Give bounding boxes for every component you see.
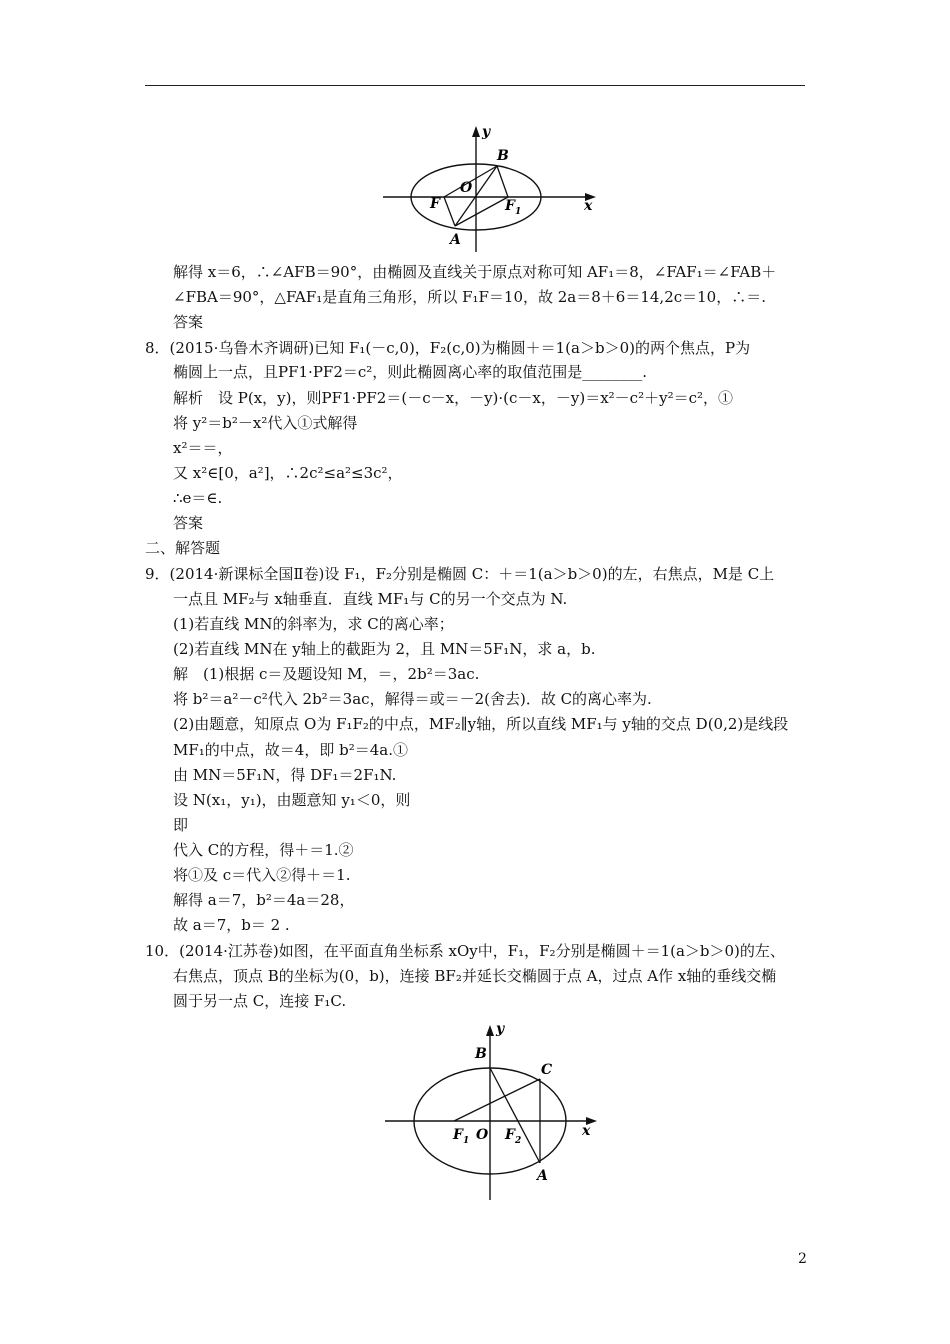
text-line: 由 MN＝5F₁N，得 DF₁＝2F₁N. [173,766,397,784]
text-line: (2)若直线 MN在 y轴上的截距为 2，且 MN＝5F₁N，求 a，b. [173,640,596,658]
fig1-label-F1: F [505,198,515,214]
text-line: (2)由题意，知原点 O为 F₁F₂的中点，MF₂∥y轴，所以直线 MF₁与 y轴的交点 D(0,2)是线段 [173,715,789,733]
fig1-label-x: x [584,198,593,214]
fig1-label-B: B [497,148,509,164]
fig1-label-O: O [460,180,473,196]
fig2-line-F1C [454,1079,540,1121]
text-line: 又 x²∈[0，a²]，∴2c²≤a²≤3c²， [173,464,403,482]
text-line: 右焦点，顶点 B的坐标为(0，b)，连接 BF₂并延长交椭圆于点 A，过点 A作 x轴的垂线交椭 [173,967,777,985]
fig2-label-F1-sub: 1 [463,1136,470,1146]
page-number: 2 [798,1251,807,1267]
text-line: x²＝＝， [173,439,233,457]
fig2-label-F1: F [453,1127,463,1143]
text-line: 将 y²＝b²－x²代入①式解得 [173,414,358,432]
text-line: 代入 C的方程，得＋＝1.② [173,841,354,859]
text-line: 即 [173,816,189,834]
fig2-label-B: B [475,1046,487,1062]
fig2-y-arrow [486,1025,494,1036]
fig2-label-y: y [496,1021,505,1037]
text-line: 答案 [173,514,204,532]
text-line: MF₁的中点，故＝4，即 b²＝4a.① [173,741,408,759]
text-line: 解得 x＝6，∴∠AFB＝90°，由椭圆及直线关于原点对称可知 AF₁＝8，∠FAF₁＝∠FAB＋ [173,263,777,281]
fig2-label-x: x [582,1123,591,1139]
text-line: 解析 设 P(x，y)，则PF1·PF2＝(－c－x，－y)·(c－x，－y)＝x²－c²＋y²＝c²，① [173,389,733,407]
text-line: 解 (1)根据 c＝及题设知 M，＝，2b²＝3ac. [173,665,480,683]
text-line: ∴e＝∈. [173,489,223,507]
fig1-label-y: y [482,124,491,140]
text-line: 设 N(x₁，y₁)，由题意知 y₁＜0，则 [173,791,411,809]
fig1-label-F1-sub: 1 [515,207,522,217]
text-line: 答案 [173,313,204,331]
text-line: 9．(2014·新课标全国Ⅱ卷)设 F₁，F₂分别是椭圆 C：＋＝1(a＞b＞0)的左，右焦点，M是 C上 [145,565,775,583]
fig2-label-A: A [537,1168,548,1184]
text-line: 椭圆上一点，且PF1·PF2＝c²，则此椭圆离心率的取值范围是________. [173,363,648,381]
fig2-label-C: C [541,1062,553,1078]
text-line: 8．(2015·乌鲁木齐调研)已知 F₁(－c,0)，F₂(c,0)为椭圆＋＝1(a＞b＞0)的两个焦点，P为 [145,339,751,357]
section-heading: 二、解答题 [145,539,221,557]
text-line: 将 b²＝a²－c²代入 2b²＝3ac，解得＝或＝－2(舍去)．故 C的离心率为. [173,690,652,708]
text-line: ∠FBA＝90°，△FAF₁是直角三角形，所以 F₁F＝10，故 2a＝8＋6＝14,2c＝10，∴＝. [173,288,766,306]
text-line: 圆于另一点 C，连接 F₁C. [173,992,347,1010]
text-line: 一点且 MF₂与 x轴垂直．直线 MF₁与 C的另一个交点为 N. [173,590,568,608]
fig1-label-A: A [450,232,461,248]
text-line: 故 a＝7，b＝ 2 . [173,916,290,934]
text-line: (1)若直线 MN的斜率为，求 C的离心率； [173,615,454,633]
text-line: 将①及 c＝代入②得＋＝1. [173,866,351,884]
text-line: 10．(2014·江苏卷)如图，在平面直角坐标系 xOy中，F₁，F₂分别是椭圆＋＝1(a＞b＞0)的左、 [145,942,785,960]
fig2-label-F2: F [505,1127,515,1143]
text-line: 解得 a＝7，b²＝4a＝28， [173,891,355,909]
fig2-label-F2-sub: 2 [515,1136,522,1146]
fig1-label-F: F [430,196,440,212]
fig2-label-O: O [476,1127,489,1143]
